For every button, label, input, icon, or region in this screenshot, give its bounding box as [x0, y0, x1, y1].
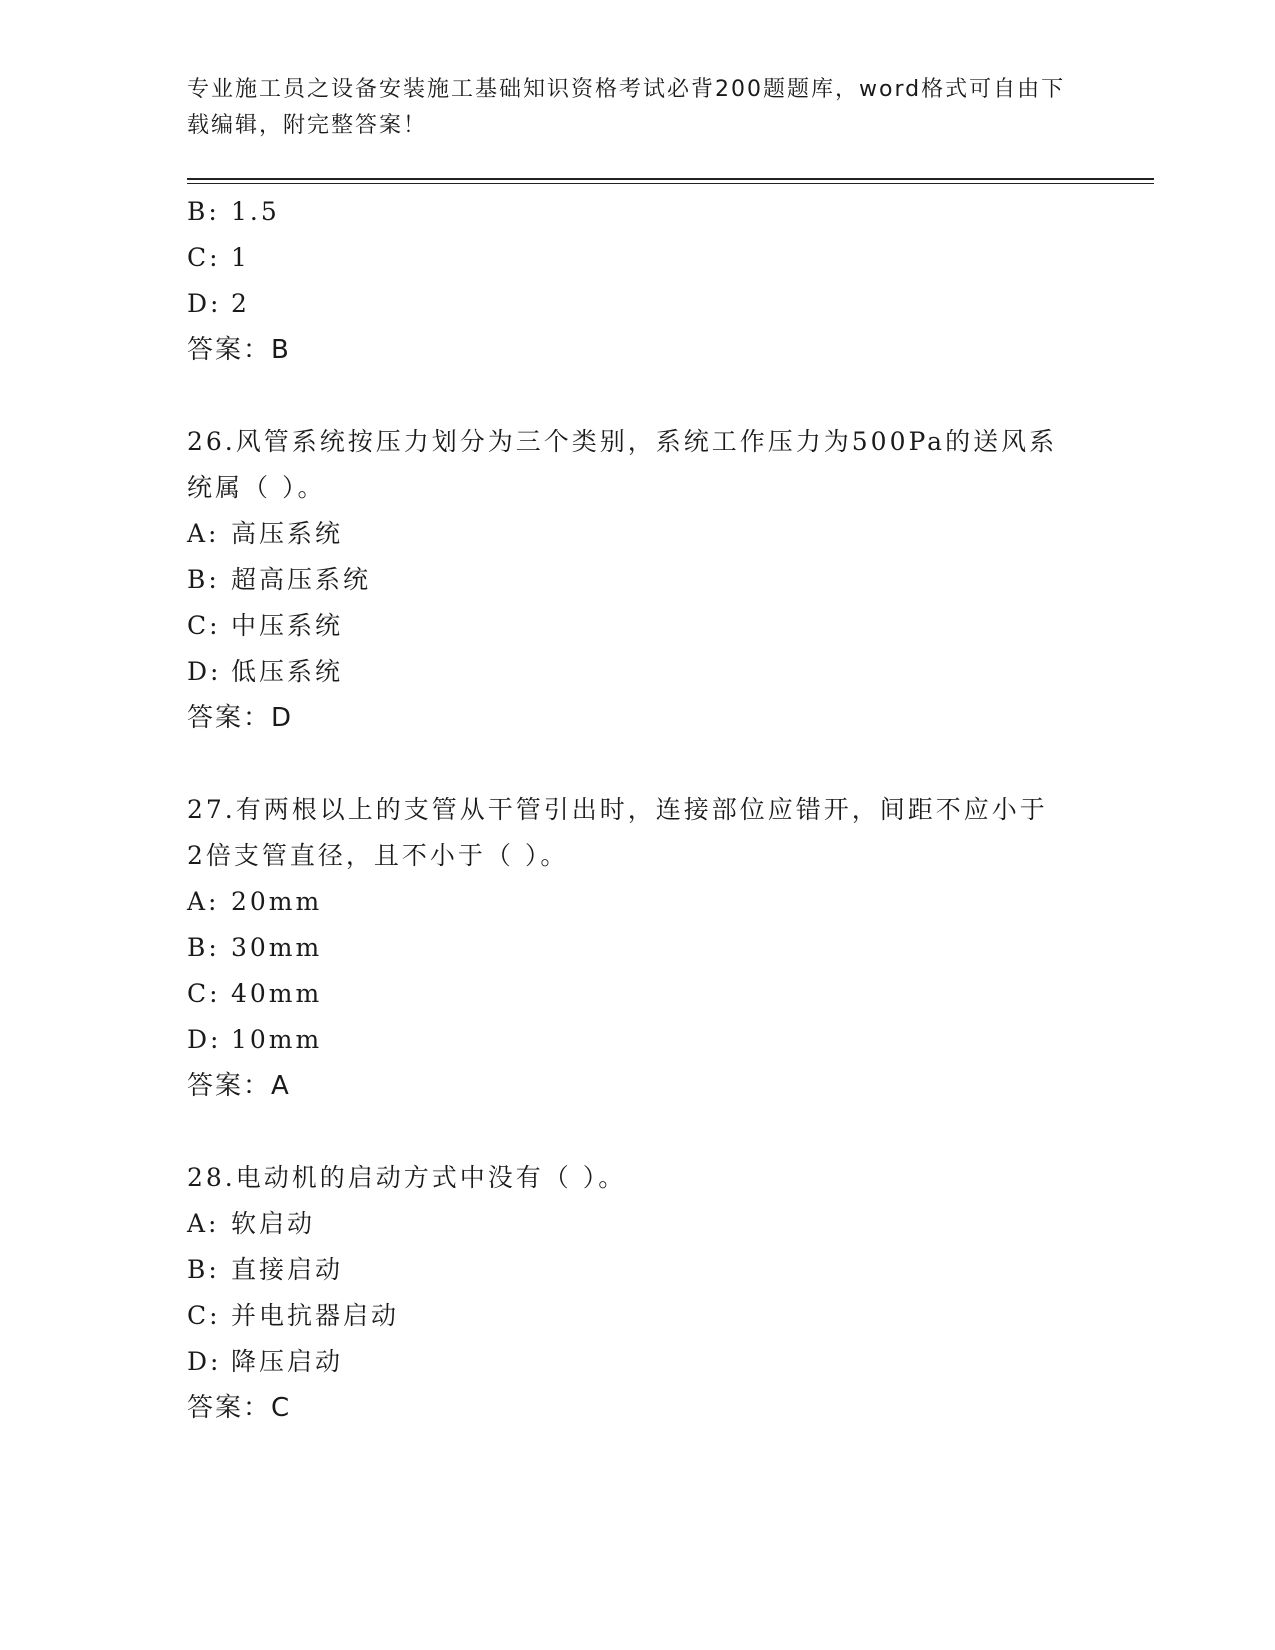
option-label: A: [187, 1209, 220, 1238]
option-label: A: [187, 519, 220, 548]
question-stem-continued: 2倍支管直径，且不小于（ ）。 [187, 841, 569, 870]
option-label: A: [187, 887, 220, 916]
option-label: D: [187, 657, 222, 686]
option-label: C: [187, 611, 221, 640]
question-stem: 26.风管系统按压力划分为三个类别，系统工作压力为500Pa的送风系 [187, 427, 1058, 456]
option-label: B: [187, 197, 220, 226]
option-text: 超高压系统 [231, 565, 372, 594]
option-text: 10mm [231, 1025, 323, 1054]
option-label: C: [187, 243, 221, 272]
option-label: B: [187, 933, 220, 962]
option-label: C: [187, 1301, 221, 1330]
option-c [187, 1293, 1087, 1339]
answer-line: 答案：B [187, 335, 291, 365]
answer-line: 答案：A [187, 1071, 291, 1101]
question-stem: 27.有两根以上的支管从干管引出时，连接部位应错开，间距不应小于 [187, 795, 1048, 824]
option-text: 软启动 [231, 1209, 316, 1238]
spacer [187, 1109, 1087, 1155]
option-text: 40mm [231, 979, 323, 1008]
option-d [187, 1339, 1087, 1385]
option-text: 30mm [231, 933, 323, 962]
option-label: D: [187, 1347, 222, 1376]
option-label: C: [187, 979, 221, 1008]
question-list [187, 189, 1087, 1431]
option-c [187, 603, 1087, 649]
option-text: 并电抗器启动 [231, 1301, 400, 1330]
document-header: 专业施工员之设备安装施工基础知识资格考试必背200题题库，word格式可自由下载编辑，附完整答案！ [187, 77, 1066, 138]
question-block-26 [187, 419, 1087, 741]
option-text: 2 [231, 289, 250, 318]
option-label: D: [187, 289, 222, 318]
option-text: 20mm [231, 887, 323, 916]
option-c [187, 971, 1087, 1017]
option-d [187, 1017, 1087, 1063]
option-text: 直接启动 [231, 1255, 344, 1284]
question-block-prev [187, 189, 1087, 373]
option-d [187, 281, 1087, 327]
option-a [187, 879, 1087, 925]
spacer [187, 373, 1087, 419]
option-b [187, 1247, 1087, 1293]
option-b [187, 925, 1087, 971]
option-text: 高压系统 [231, 519, 344, 548]
answer-line: 答案：D [187, 703, 294, 733]
option-b [187, 557, 1087, 603]
question-stem: 28.电动机的启动方式中没有（ ）。 [187, 1163, 627, 1192]
option-label: B: [187, 1255, 220, 1284]
question-stem-continued: 统属（ ）。 [187, 473, 326, 502]
option-text: 低压系统 [231, 657, 344, 686]
option-text: 中压系统 [231, 611, 344, 640]
option-text: 降压启动 [231, 1347, 344, 1376]
option-label: D: [187, 1025, 222, 1054]
option-text: 1.5 [231, 197, 280, 226]
option-c [187, 235, 1087, 281]
option-label: B: [187, 565, 220, 594]
option-a [187, 511, 1087, 557]
header-rule-thin [187, 183, 1154, 184]
question-block-27 [187, 787, 1087, 1109]
spacer [187, 741, 1087, 787]
answer-line: 答案：C [187, 1393, 292, 1423]
header-rule-thick [187, 178, 1154, 180]
option-text: 1 [231, 243, 250, 272]
option-d [187, 649, 1087, 695]
question-block-28 [187, 1155, 1087, 1431]
option-b [187, 189, 1087, 235]
option-a [187, 1201, 1087, 1247]
